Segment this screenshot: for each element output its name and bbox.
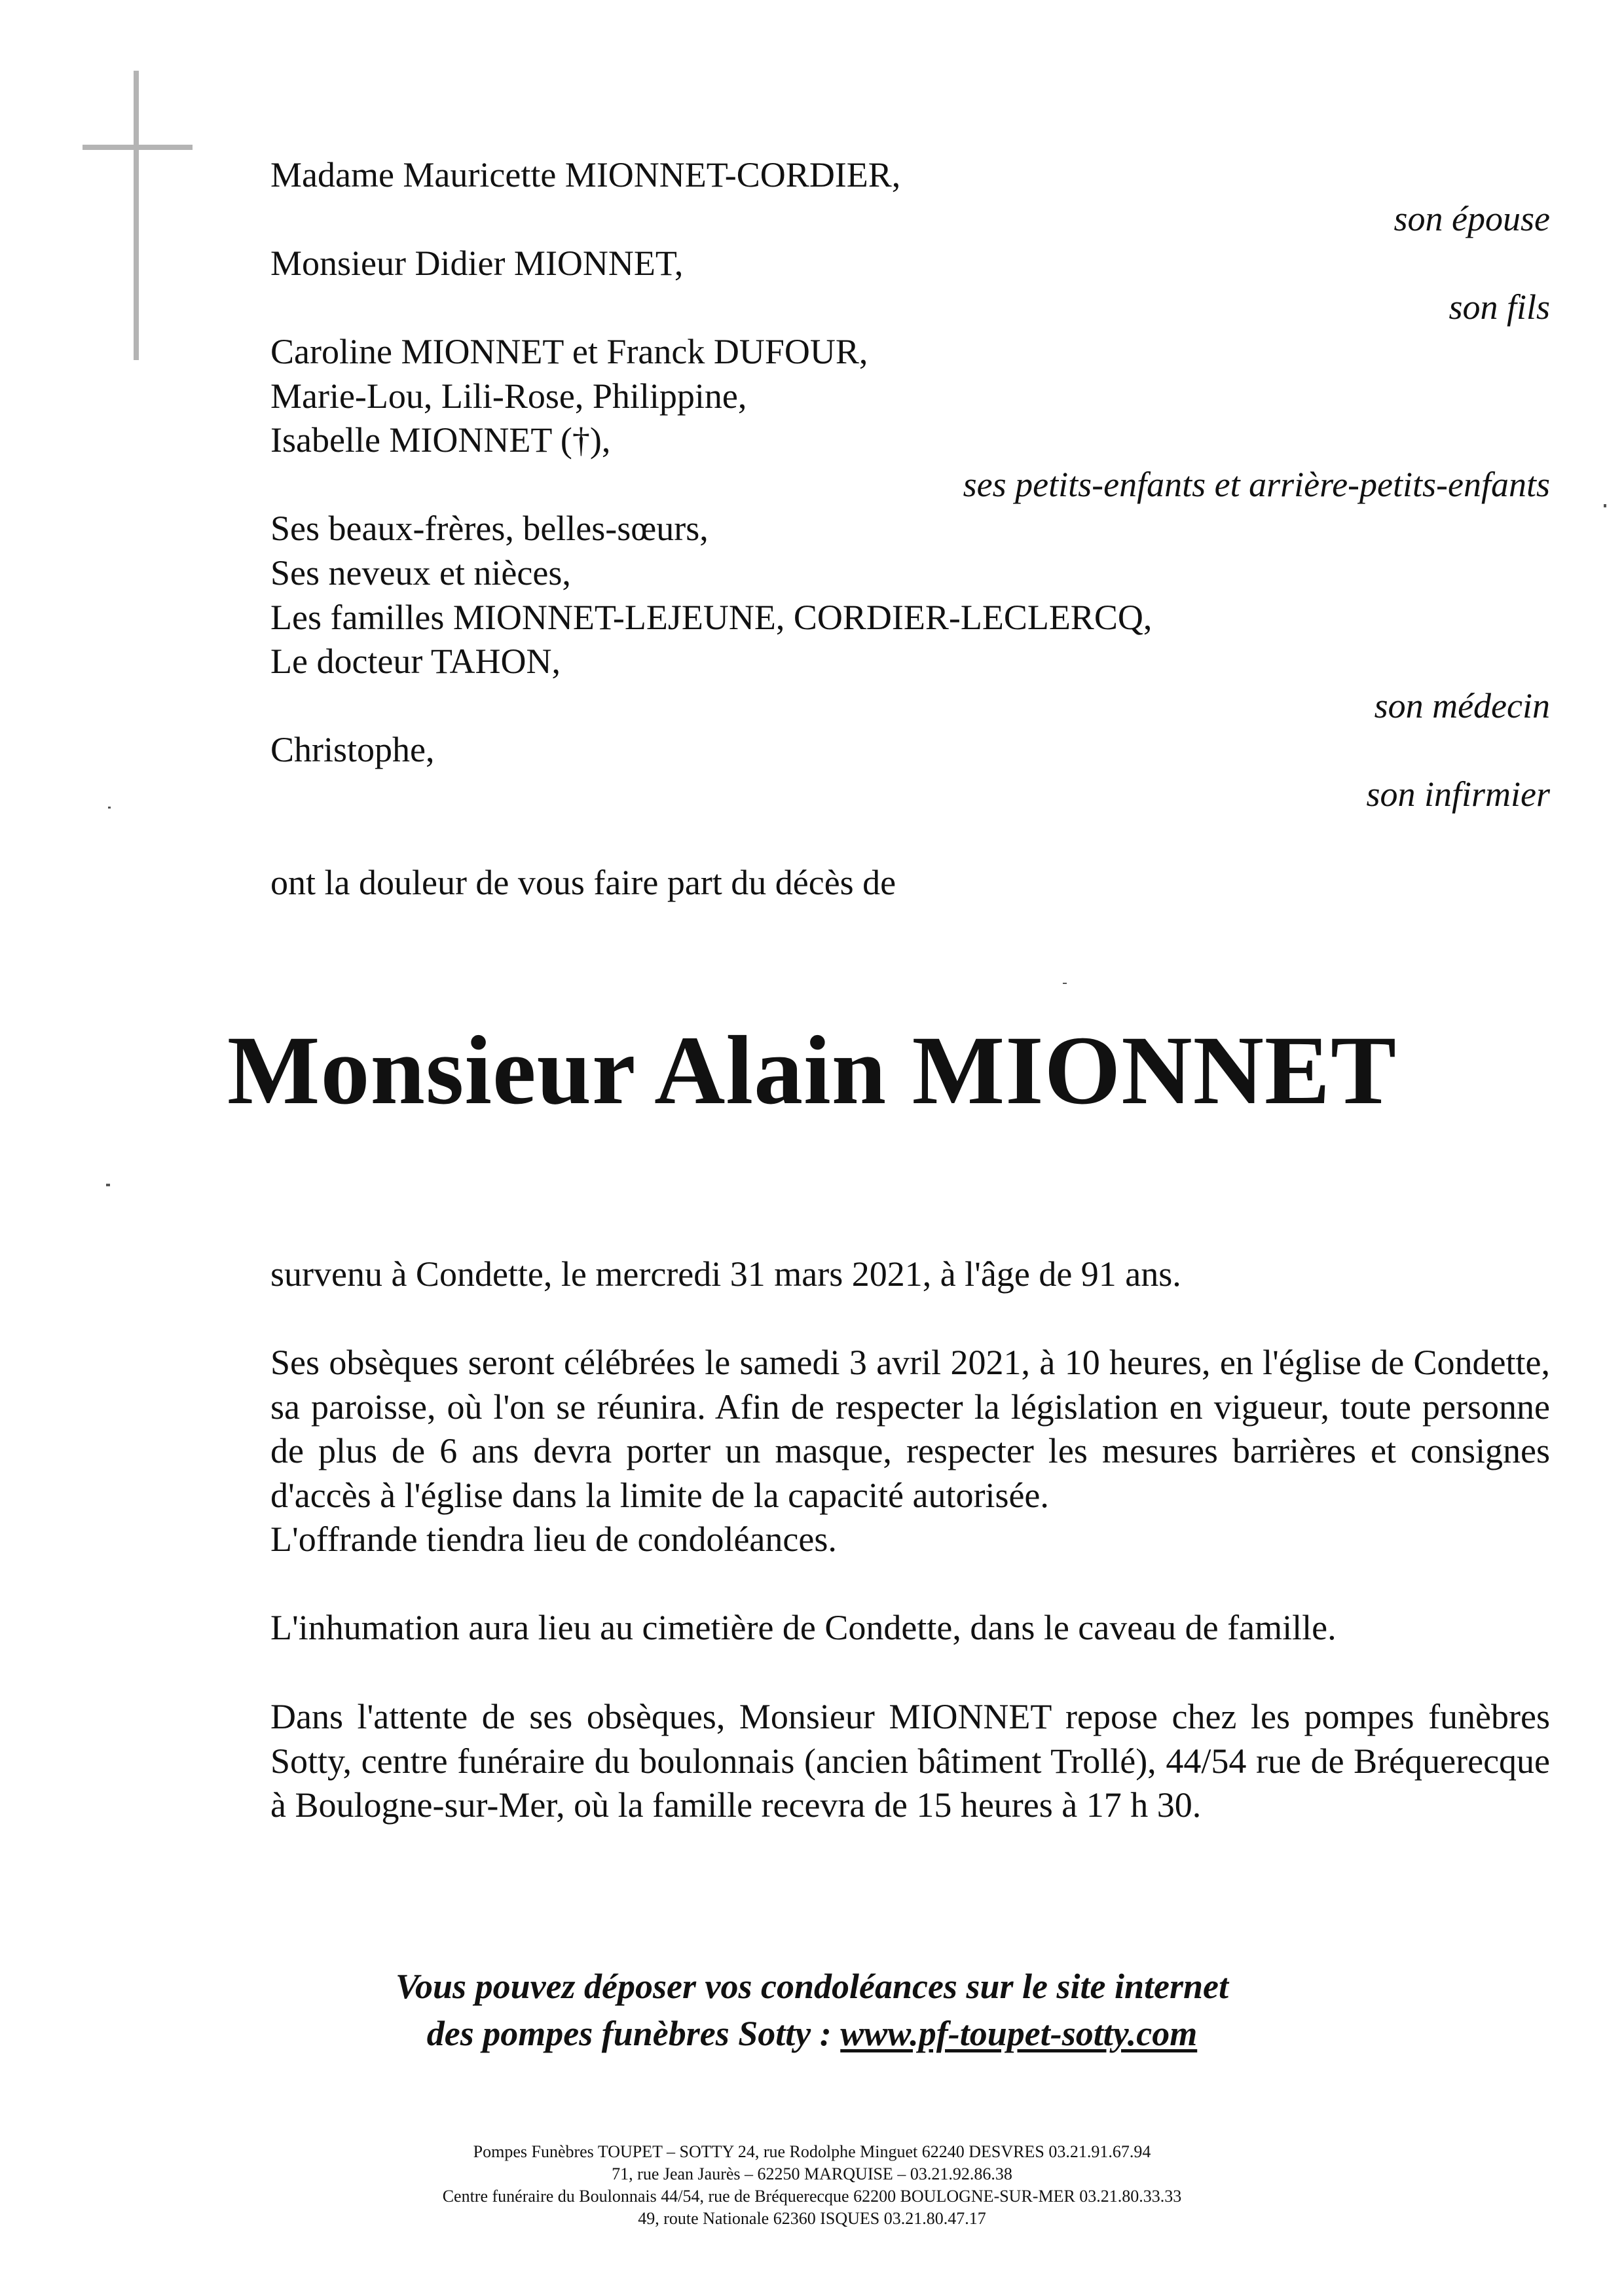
scan-speck (106, 1184, 110, 1186)
footer-line: 49, route Nationale 62360 ISQUES 03.21.80.47.17 (638, 2209, 986, 2228)
family-member: Madame Mauricette MIONNET-CORDIER, (270, 155, 901, 194)
footer-line: Pompes Funèbres TOUPET – SOTTY 24, rue Rodolphe Minguet 62240 DESVRES 03.21.91.67.94 (473, 2142, 1151, 2161)
family-member: Ses neveux et nièces, (270, 553, 571, 592)
condolences-website-link[interactable]: www.pf-toupet-sotty.com (840, 2014, 1198, 2053)
paragraph-death: survenu à Condette, le mercredi 31 mars 2021, à l'âge de 91 ans. (270, 1254, 1181, 1294)
condolences-prefix: des pompes funèbres Sotty : (426, 2014, 841, 2053)
paragraph-offering: L'offrande tiendra lieu de condoléances. (270, 1520, 837, 1559)
relation-label: son fils (1449, 287, 1550, 327)
relation-label: ses petits-enfants et arrière-petits-enfants (963, 465, 1550, 504)
family-member: Caroline MIONNET et Franck DUFOUR, (270, 332, 868, 371)
scan-speck (1063, 983, 1067, 984)
family-member: Isabelle MIONNET (†), (270, 420, 611, 460)
condolences-line-2 (0, 2010, 1624, 2057)
paragraph-repose: Dans l'attente de ses obsèques, Monsieur MIONNET repose chez les pompes funèbres Sotty, centre funéraire du boulonnais (ancien bâtiment Trollé), 44/54 rue de Bréquerecque à Boulogne-sur-Mer, où la famille recevra de 15 heures à 17 h 30. (270, 1697, 1550, 1825)
cross-vertical-bar (134, 71, 139, 360)
funeral-home-footer (0, 2141, 1624, 2230)
cross-horizontal-bar (83, 145, 193, 150)
deceased-name: Monsieur Alain MIONNET (227, 1016, 1397, 1125)
footer-line: Centre funéraire du Boulonnais 44/54, rue de Bréquerecque 62200 BOULOGNE-SUR-MER 03.21.80.33.33 (442, 2187, 1182, 2206)
condolences-line-1: Vous pouvez déposer vos condoléances sur le site internet (395, 1967, 1228, 2006)
paragraph-burial: L'inhumation aura lieu au cimetière de Condette, dans le caveau de famille. (270, 1608, 1337, 1647)
paragraph-funeral: Ses obsèques seront célébrées le samedi 3 avril 2021, à 10 heures, en l'église de Condette, sa paroisse, où l'on se réunira. Afin de respecter la législation en vigueur, toute personne de plus de 6 ans devra porter un masque, respecter les mesures barrières et consignes d'accès à l'église dans la limite de la capacité autorisée. (270, 1343, 1550, 1515)
announcement-text: ont la douleur de vous faire part du décès de (270, 863, 896, 902)
scan-speck (108, 807, 111, 809)
family-member: Monsieur Didier MIONNET, (270, 244, 684, 283)
family-member: Marie-Lou, Lili-Rose, Philippine, (270, 376, 747, 416)
relation-label: son médecin (1374, 686, 1550, 725)
family-member: Les familles MIONNET-LEJEUNE, CORDIER-LECLERCQ, (270, 598, 1153, 637)
relation-label: son épouse (1393, 199, 1550, 238)
family-member: Christophe, (270, 730, 435, 769)
scan-speck (1604, 504, 1606, 507)
footer-line: 71, rue Jean Jaurès – 62250 MARQUISE – 03.21.92.86.38 (612, 2164, 1012, 2183)
family-member: Le docteur TAHON, (270, 642, 561, 681)
family-member: Ses beaux-frères, belles-sœurs, (270, 509, 709, 548)
relation-label: son infirmier (1366, 774, 1550, 814)
